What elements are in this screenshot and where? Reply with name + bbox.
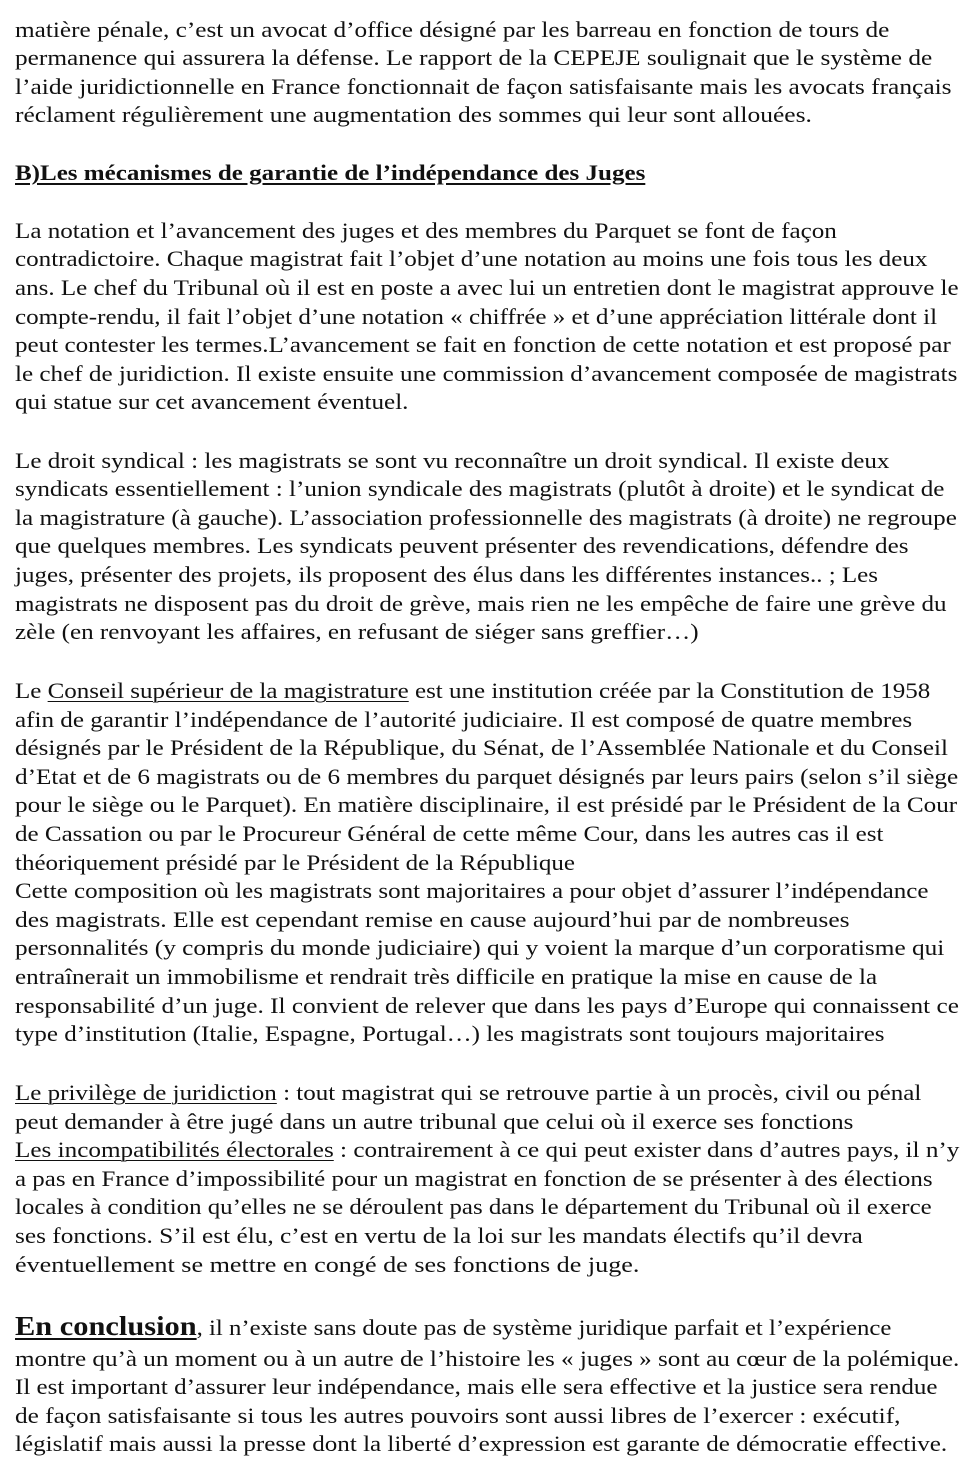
notation-line: compte-rendu, il fait l’objet d’une notation « chiffrée » et d’une appréciation littérale dont il (15, 304, 938, 329)
csm-line: théoriquement présidé par le Président de la République (15, 850, 576, 875)
incompat-text: : contrairement à ce qui peut exister dans d’autres pays, il n’y (333, 1137, 960, 1162)
incompat-line: a pas en France d’impossibilité pour un magistrat en fonction de se présenter à des élections (15, 1166, 933, 1191)
incompat-line: éventuellement se mettre en congé de ses fonctions de juge. (15, 1252, 640, 1277)
conclusion-line: législatif mais aussi la presse dont la liberté d’expression est garante de démocratie effective. (15, 1431, 948, 1456)
syndical-line: zèle (en renvoyant les affaires, en refusant de siéger sans greffier…) (15, 619, 699, 644)
csm-suffix: est une institution créée par la Constitution de 1958 (408, 678, 931, 703)
syndical-line: Le droit syndical : les magistrats se sont vu reconnaître un droit syndical. Il existe deux (15, 448, 890, 473)
notation-line: peut contester les termes.L’avancement se fait en fonction de cette notation et est proposé par (15, 332, 951, 357)
syndical-line: la magistrature (à gauche). L’association professionnelle des magistrats (à droite) ne regroupe (15, 505, 957, 530)
conclusion-label: En conclusion (15, 1311, 197, 1341)
notation-line: contradictoire. Chaque magistrat fait l’objet d’une notation au moins une fois tous les deux (15, 246, 928, 271)
intro-line: matière pénale, c’est un avocat d’office désigné par les barreau en fonction de tours de (15, 17, 890, 42)
csm-line: personnalités (y compris du monde judiciaire) qui y voient la marque d’un corporatisme qui (15, 935, 945, 960)
conclusion-line: Il est important d’assurer leur indépendance, mais elle sera effective et la justice sera rendue (15, 1374, 938, 1399)
conclusion-line: montre qu’à un moment ou à un autre de l’histoire les « juges » sont au cœur de la polémique. (15, 1346, 960, 1371)
conclusion-line (15, 1312, 891, 1342)
csm-line: afin de garantir l’indépendance de l’autorité judiciaire. Il est composé de quatre membres (15, 707, 913, 732)
privilege-line: peut demander à être jugé dans un autre tribunal que celui où il exerce ses fonctions (15, 1109, 854, 1134)
csm-line: responsabilité d’un juge. Il convient de relever que dans les pays d’Europe qui connaissent ce (15, 993, 959, 1018)
csm-line: pour le siège ou le Parquet). En matière disciplinaire, il est présidé par le Président de la Cour (15, 792, 958, 817)
csm-line: de Cassation ou par le Procureur Général de cette même Cour, dans les autres cas il est (15, 821, 884, 846)
privilege-term: Le privilège de juridiction (15, 1080, 277, 1105)
csm-line: type d’institution (Italie, Espagne, Portugal…) les magistrats sont toujours majoritaires (15, 1021, 885, 1046)
syndical-line: magistrats ne disposent pas du droit de grève, mais rien ne les empêche de faire une grève du (15, 591, 947, 616)
incompat-line: locales à condition qu’elles ne se déroulent pas dans le département du Tribunal où il exerce (15, 1194, 932, 1219)
conclusion-line: de façon satisfaisante si tous les autres pouvoirs sont aussi libres de l’exercer : exécutif, (15, 1403, 901, 1428)
privilege-line (15, 1079, 921, 1107)
conclusion-text: , il n’existe sans doute pas de système juridique parfait et l’expérience (196, 1315, 892, 1340)
notation-line: La notation et l’avancement des juges et des membres du Parquet se font de façon (15, 218, 837, 243)
csm-line: des magistrats. Elle est cependant remise en cause aujourd’hui par de nombreuses (15, 907, 850, 932)
incompat-line (15, 1136, 959, 1164)
csm-line: désignés par le Président de la République, du Sénat, de l’Assemblée Nationale et du Conseil (15, 735, 948, 760)
csm-prefix: Le (15, 678, 48, 703)
intro-line: l’aide juridictionnelle en France fonctionnait de façon satisfaisante mais les avocats français (15, 74, 952, 99)
notation-line: ans. Le chef du Tribunal où il est en poste a avec lui un entretien dont le magistrat approuve le (15, 275, 959, 300)
intro-line: réclament régulièrement une augmentation des sommes qui leur sont allouées. (15, 102, 812, 127)
intro-line: permanence qui assurera la défense. Le rapport de la CEPEJE soulignait que le système de (15, 45, 933, 70)
section-heading (15, 159, 645, 187)
syndical-line: syndicats essentiellement : l’union syndicale des magistrats (plutôt à droite) et le syndicat de (15, 476, 945, 501)
syndical-line: juges, présenter des projets, ils proposent des élus dans les différentes instances.. ; Les (15, 562, 879, 587)
csm-line: entraînerait un immobilisme et rendrait très difficile en pratique la mise en cause de la (15, 964, 878, 989)
csm-line (15, 677, 930, 705)
csm-line: d’Etat et de 6 magistrats ou de 6 membres du parquet désignés par leurs pairs (selon s’il siège (15, 764, 959, 789)
incompat-term: Les incompatibilités électorales (15, 1137, 334, 1162)
privilege-text: : tout magistrat qui se retrouve partie à un procès, civil ou pénal (276, 1080, 922, 1105)
notation-line: le chef de juridiction. Il existe ensuite une commission d’avancement composée de magistrats (15, 361, 958, 386)
syndical-line: que quelques membres. Les syndicats peuvent présenter des revendications, défendre des (15, 533, 909, 558)
incompat-line: ses fonctions. S’il est élu, c’est en vertu de la loi sur les mandats électifs qu’il devra (15, 1223, 863, 1248)
notation-line: qui statue sur cet avancement éventuel. (15, 389, 409, 414)
section-heading-text: B)Les mécanismes de garantie de l’indépendance des Juges (15, 160, 646, 185)
csm-line: Cette composition où les magistrats sont majoritaires a pour objet d’assurer l’indépendance (15, 878, 929, 903)
csm-term: Conseil supérieur de la magistrature (47, 678, 409, 703)
